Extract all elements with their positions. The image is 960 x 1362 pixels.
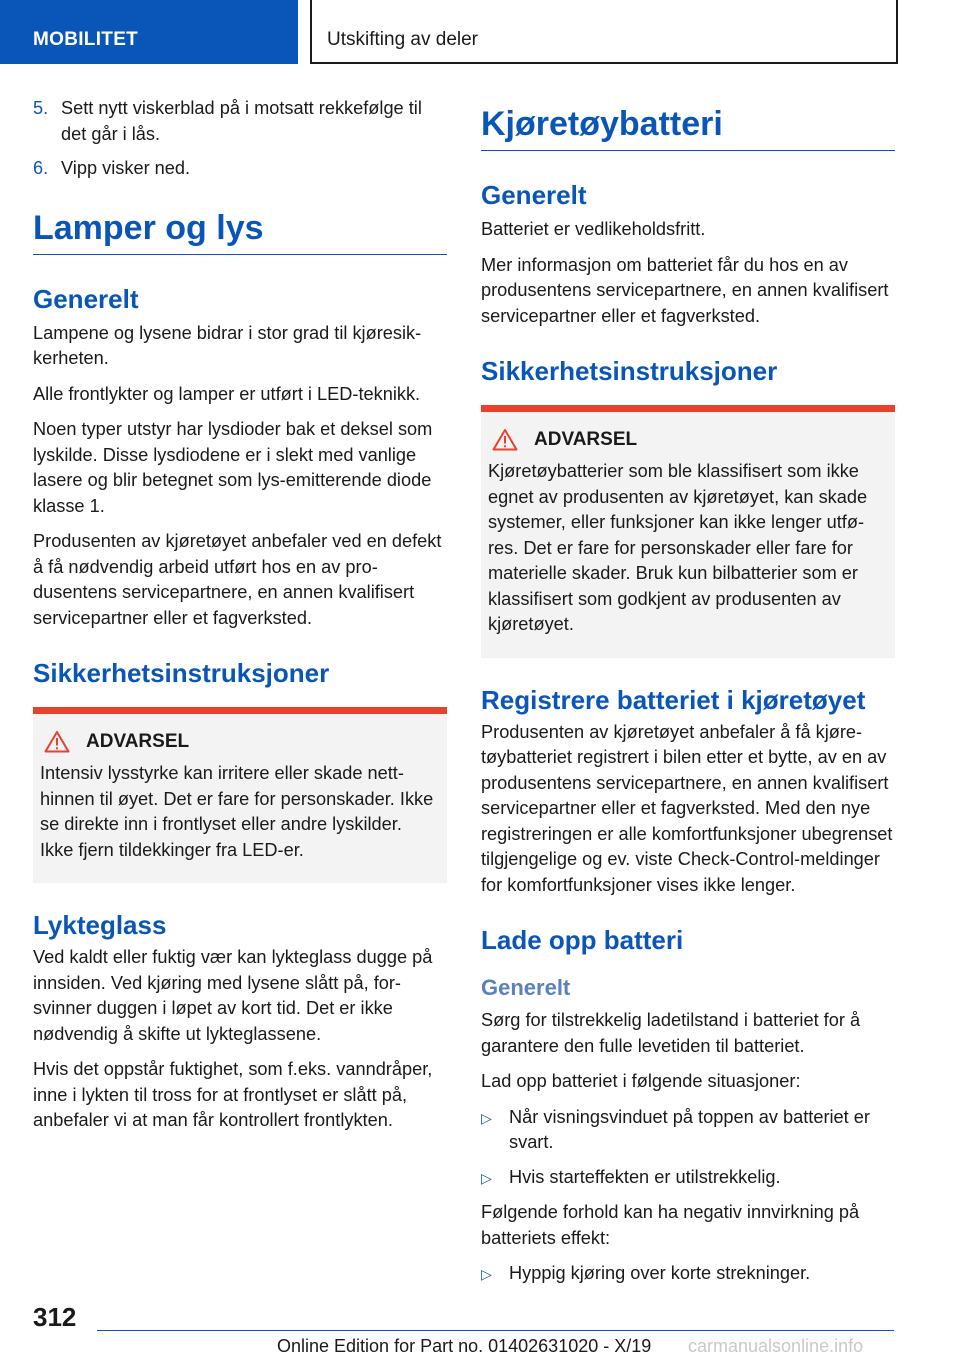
paragraph: Lad opp batteriet i følgende situasjoner: — [481, 1071, 801, 1091]
left-column — [33, 96, 447, 1144]
bullet-triangle-icon: ▷ — [481, 1266, 492, 1282]
step-item — [33, 156, 447, 182]
paragraph: Hvis det oppstår fuktighet, som f.eks. vanndråper, inne i lykten til tross for at frontlyset er slått på, anbefaler vi at man får kontrollert frontlykten. — [33, 1059, 433, 1130]
footer-divider — [97, 1330, 894, 1331]
section-heading-battery: Kjøretøybatteri — [481, 104, 895, 151]
page-number: 312 — [33, 1302, 77, 1332]
subheading-safety: Sikkerhetsinstruksjoner — [33, 658, 330, 688]
warning-text: Intensiv lysstyrke kan irritere eller skade netthinnen til øyet. Det er fare for personskader. Ikke se direkte inn i frontlyset eller andre lyskilder. Ikke fjern tildekkinger fra LED-er. — [40, 763, 434, 860]
paragraph: Produsenten av kjøretøyet anbefaler å få kjøretøybatteriet registrert i bilen etter et bytte, av en av produsentens servicepartnere, en annen kvalifisert servicepartner eller et fagverksted. Med den nye registreringen er alle komfortfunksjoner ubegrenset tilgjengelige og ev. viste Check-Control-meldinger for komfortfunksjoner vises ikke lenger. — [481, 721, 893, 895]
step-number: 6. — [33, 158, 49, 178]
header-chapter-box — [310, 0, 898, 64]
step-text: Sett nytt viskerblad på i motsatt rekkefølge til det går i lås. — [61, 98, 422, 144]
list-item — [481, 1105, 895, 1156]
paragraph: Noen typer utstyr har lysdioder bak et deksel som lyskilde. Disse lysdiodene er i slekt med vanlige lasere og blir betegnet som lys-emitterende diode klasse 1. — [33, 419, 433, 516]
step-text: Vipp visker ned. — [61, 158, 191, 178]
warning-label: ADVARSEL — [86, 730, 190, 752]
subheading-register-battery: Registrere batteriet i kjøretøyet — [481, 684, 866, 715]
subheading-general: Generelt — [33, 283, 139, 314]
subheading-general: Generelt — [481, 180, 587, 210]
warning-triangle-icon — [44, 730, 70, 753]
list-item-text: Når visningsvinduet på toppen av batteriet er svart. — [509, 1106, 870, 1152]
subheading-safety: Sikkerhetsinstruksjoner — [481, 356, 778, 386]
right-column — [481, 96, 895, 1297]
warning-box — [33, 707, 447, 883]
footer-edition: Online Edition for Part no. 01402631020 - X/19 — [277, 1336, 652, 1356]
section-heading-lamps: Lamper og lys — [33, 208, 447, 255]
paragraph: Følgende forhold kan ha negativ innvirkning på batteriets effekt: — [481, 1202, 860, 1248]
paragraph: Ved kaldt eller fuktig vær kan lykteglass dugge på innsiden. Ved kjøring med lysene slått på, forsvinner duggen i løpet av kort tid. Det er ikke nødvendig å skifte ut lykteglassene. — [33, 947, 433, 1044]
header-chapter-title: Utskifting av deler — [327, 29, 479, 50]
list-item — [481, 1165, 895, 1192]
header-section-title: MOBILITET — [33, 29, 139, 50]
bullet-triangle-icon: ▷ — [481, 1169, 492, 1186]
warning-box — [481, 405, 895, 658]
step-number: 5. — [33, 98, 49, 118]
paragraph: Lampene og lysene bidrar i stor grad til kjøresikkerheten. — [33, 322, 422, 368]
watermark: carmanualsonline.info — [688, 1336, 864, 1356]
paragraph: Mer informasjon om batteriet får du hos en av produsentens servicepartnere, en annen kvalifisert servicepartner eller et fagverksted. — [481, 254, 889, 326]
subheading-lens: Lykteglass — [33, 910, 167, 940]
subsubheading-general: Generelt — [481, 975, 571, 1000]
list-item — [481, 1261, 895, 1288]
paragraph: Produsenten av kjøretøyet anbefaler ved en defekt å få nødvendig arbeid utført hos en av produsentens servicepartnere, en annen kvalifisert servicepartner eller et fagverksted. — [33, 531, 442, 628]
subheading-charge-battery: Lade opp batteri — [481, 925, 684, 955]
bullet-triangle-icon: ▷ — [481, 1109, 492, 1126]
paragraph: Alle frontlykter og lamper er utført i LED-teknikk. — [33, 383, 421, 404]
paragraph: Sørg for tilstrekkelig ladetilstand i batteriet for å garantere den fulle levetiden til batteriet. — [481, 1010, 861, 1056]
warning-title — [40, 730, 440, 753]
step-item — [33, 96, 447, 147]
warning-text: Kjøretøybatterier som ble klassifisert som ikke egnet av produsenten av kjøretøyet, kan skade systemer, eller funksjoner kan ikke lenger utføres. Det er fare for personskader eller fare for materielle skader. Bruk kun bilbatterier som er klassifisert som godkjent av produsenten av kjøretøyet. — [488, 461, 868, 634]
list-item-text: Hyppig kjøring over korte strekninger. — [509, 1263, 811, 1283]
paragraph: Batteriet er vedlikeholdsfritt. — [481, 219, 706, 239]
list-item-text: Hvis starteffekten er utilstrekkelig. — [509, 1166, 781, 1187]
warning-title — [488, 428, 888, 451]
warning-triangle-icon — [492, 428, 518, 451]
warning-label: ADVARSEL — [534, 428, 638, 450]
header-section-tab — [0, 0, 298, 64]
